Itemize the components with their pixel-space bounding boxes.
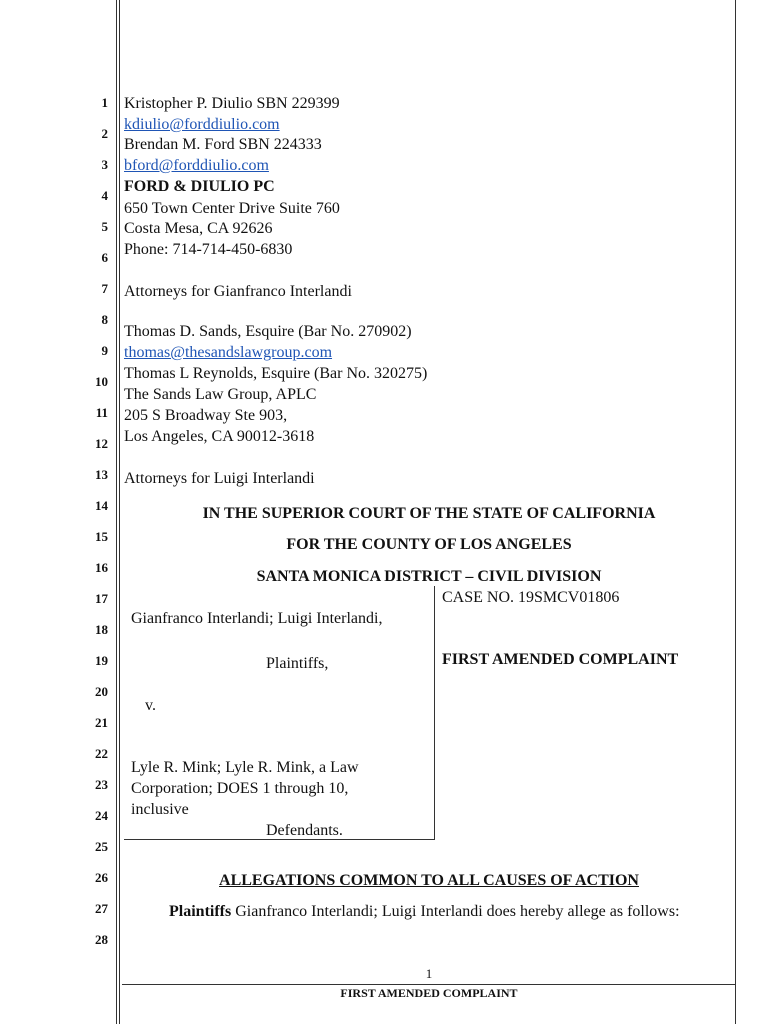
line-number: 28: [95, 932, 108, 947]
counsel1-name2: Brendan M. Ford SBN 224333: [124, 136, 322, 153]
counsel1-email-link[interactable]: kdiulio@forddiulio.com: [124, 116, 280, 133]
line-number: 13: [95, 467, 108, 482]
court-heading-line1: IN THE SUPERIOR COURT OF THE STATE OF CALIFORNIA: [202, 505, 656, 522]
plaintiffs-names: Gianfranco Interlandi; Luigi Interlandi,: [131, 610, 383, 627]
plaintiffs-label: Plaintiffs,: [266, 655, 329, 672]
line-number: 26: [95, 870, 108, 885]
allegations-heading: ALLEGATIONS COMMON TO ALL CAUSES OF ACTION: [219, 872, 639, 889]
counsel1-firm: FORD & DIULIO PC: [124, 178, 275, 195]
counsel1-address1: 650 Town Center Drive Suite 760: [124, 200, 340, 217]
line-number: 9: [101, 343, 108, 358]
line-number: 12: [95, 436, 108, 451]
line-number: 10: [95, 374, 108, 389]
left-margin-rule: [116, 0, 117, 1024]
defendants-line3: inclusive: [131, 801, 189, 818]
line-number: 23: [95, 777, 108, 792]
court-heading-line2: FOR THE COUNTY OF LOS ANGELES: [286, 536, 572, 553]
line-number: 11: [95, 405, 108, 420]
counsel1-email2-link[interactable]: bford@forddiulio.com: [124, 157, 269, 174]
footer-title: FIRST AMENDED COMPLAINT: [340, 986, 518, 1000]
footer-rule: [122, 984, 736, 985]
line-number: 5: [101, 219, 108, 234]
line-number: 18: [95, 622, 108, 637]
defendants-label: Defendants.: [266, 822, 343, 839]
case-number: CASE NO. 19SMCV01806: [442, 589, 620, 606]
line-number: 2: [101, 126, 108, 141]
intro-paragraph: [169, 902, 680, 922]
line-number: 15: [95, 529, 108, 544]
right-margin-rule: [735, 0, 736, 1024]
counsel2-address1: 205 S Broadway Ste 903,: [124, 407, 288, 424]
counsel1-name: Kristopher P. Diulio SBN 229399: [124, 95, 340, 112]
counsel1-address2: Costa Mesa, CA 92626: [124, 220, 273, 237]
document-title: FIRST AMENDED COMPLAINT: [442, 651, 679, 668]
counsel2-attorneys-for: Attorneys for Luigi Interlandi: [124, 470, 315, 487]
intro-plaintiffs: Plaintiffs: [169, 903, 232, 920]
line-number: 21: [95, 715, 108, 730]
court-heading-line3: SANTA MONICA DISTRICT – CIVIL DIVISION: [256, 568, 602, 585]
line-number: 8: [101, 312, 108, 327]
intro-text: Gianfranco Interlandi; Luigi Interlandi does hereby allege as follows:: [231, 903, 680, 920]
page-number: 1: [425, 966, 433, 981]
counsel2-email-link[interactable]: thomas@thesandslawgroup.com: [124, 344, 333, 361]
line-number: 17: [95, 591, 108, 606]
line-number: 20: [95, 684, 108, 699]
line-number: 22: [95, 746, 108, 761]
line-number: 6: [101, 250, 108, 265]
versus-label: v.: [145, 697, 156, 714]
line-number: 14: [95, 498, 108, 513]
left-margin-rule-inner: [119, 0, 120, 1024]
line-number: 7: [101, 281, 108, 296]
line-number: 24: [95, 808, 108, 823]
line-number: 16: [95, 560, 108, 575]
line-number: 27: [95, 901, 108, 916]
counsel2-name: Thomas D. Sands, Esquire (Bar No. 270902): [124, 323, 412, 340]
counsel2-name2: Thomas L Reynolds, Esquire (Bar No. 320275): [124, 365, 428, 382]
defendants-line2: Corporation; DOES 1 through 10,: [131, 780, 349, 797]
defendants-line1: Lyle R. Mink; Lyle R. Mink, a Law: [131, 759, 359, 776]
line-number: 1: [101, 95, 108, 110]
counsel1-attorneys-for: Attorneys for Gianfranco Interlandi: [124, 283, 352, 300]
counsel2-firm: The Sands Law Group, APLC: [124, 386, 317, 403]
counsel1-phone: Phone: 714-714-450-6830: [124, 241, 293, 258]
line-number: 3: [101, 157, 108, 172]
line-number: 25: [95, 839, 108, 854]
counsel2-address2: Los Angeles, CA 90012-3618: [124, 428, 315, 445]
line-number: 19: [95, 653, 108, 668]
line-number: 4: [101, 188, 108, 203]
